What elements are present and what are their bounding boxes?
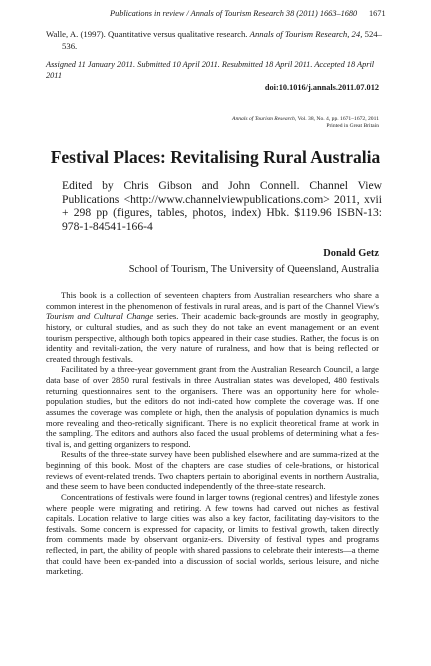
citation-journal: Annals of Tourism Research,	[232, 116, 297, 122]
review-title: Festival Places: Revitalising Rural Australia	[50, 147, 381, 167]
reference-pages: 524–536.	[62, 29, 382, 51]
paragraph-3: Results of the three-state survey have been published elsewhere and are summa-rized at the beginning of this book. Most of the chapters are case studies of cele-brations, or historical reviews of event-related trends. Two chapters pertain to aboriginal events in northern Australia, and these seem to have been conducted independently of the three-state research.	[46, 449, 379, 492]
paragraph-2: Facilitated by a three-year government grant from the Australian Research Council, a large data base of over 2850 rural festivals in three Australian states was developed, 480 festivals returning questionnaires sent to the organisers. There was an opportunity here for whole-population studies, but the editors do not indi-cated how complete the coverage was. If one assumes the coverage was complete or high, then the analysis of population dynamics is much more revealing and theo-retically significant. There is no explicit theoretical frame at work in the sampling. The editors and authors also faced the usual problems of determining what a fes-tival is, and getting organizers to respond.	[46, 364, 379, 449]
reference-journal: Annals of Tourism Research, 24,	[249, 29, 363, 39]
paragraph-1-text-a: This book is a collection of seventeen chapters from Australian researchers who share a common interest in the phenomenon of festivals in rural areas, and is part of the Channel View's	[46, 290, 379, 311]
review-affiliation: School of Tourism, The University of Queensland, Australia	[128, 264, 379, 275]
reference-text: Walle, A. (1997). Quantitative versus qualitative research.	[46, 29, 250, 39]
citation-printed: Printed in Great Britain	[326, 123, 379, 129]
review-details: Edited by Chris Gibson and John Connell. Channel View Publications <http://www.channelviewpublications.com> 2011, xvii + 298 pp (figures, tables, photos, index) Hbk. $119.96 ISBN-13: 978-1-84541-166-4	[62, 179, 382, 233]
paragraph-1	[46, 290, 379, 364]
citation-block	[232, 116, 379, 130]
submission-dates: Assigned 11 January 2011. Submitted 10 April 2011. Resubmitted 18 April 2011. Accepted 18 April 2011	[46, 60, 375, 80]
running-header-journal: Publications in review / Annals of Tourism Research 38 (2011) 1663–1680	[110, 9, 358, 18]
doi: doi:10.1016/j.annals.2011.07.012	[264, 83, 379, 92]
review-author: Donald Getz	[323, 248, 379, 259]
reference-entry	[46, 29, 395, 52]
paragraph-4: Concentrations of festivals were found in larger towns (regional centres) and lifestyle zones where people were migrating and retiring. A few towns had carved out niches as festival capitals. Location relative to large cities was also a key factor, facilitating day-visitors to the festivals. Some concern is expressed for capacity, or limits to festival growth, taken directly from comments made by observant organiz-ers. Diversity of festival types and programs reflected, in part, the ability of people with shared passions to celebrate their interests—a theme that could have been ex-panded into a discussion of social worlds, serious leisure, and niche marketing.	[46, 491, 379, 577]
paragraph-1-text-b: series. Their academic back-grounds are mostly in geography, history, or cultural studies, and as such they do not take an event management or an event tourism perspective, although both topics appeared in their case studies. Rather, the focus is on identity and revitali-zation, the very nature of ruralness, and how that is being reflected or created through festivals.	[46, 311, 379, 364]
page-number: 1671	[369, 9, 386, 18]
series-name: Tourism and Cultural Change	[46, 311, 154, 322]
citation-details: Vol. 38, No. 4, pp. 1671–1672, 2011	[296, 116, 379, 122]
body-text	[46, 290, 379, 577]
